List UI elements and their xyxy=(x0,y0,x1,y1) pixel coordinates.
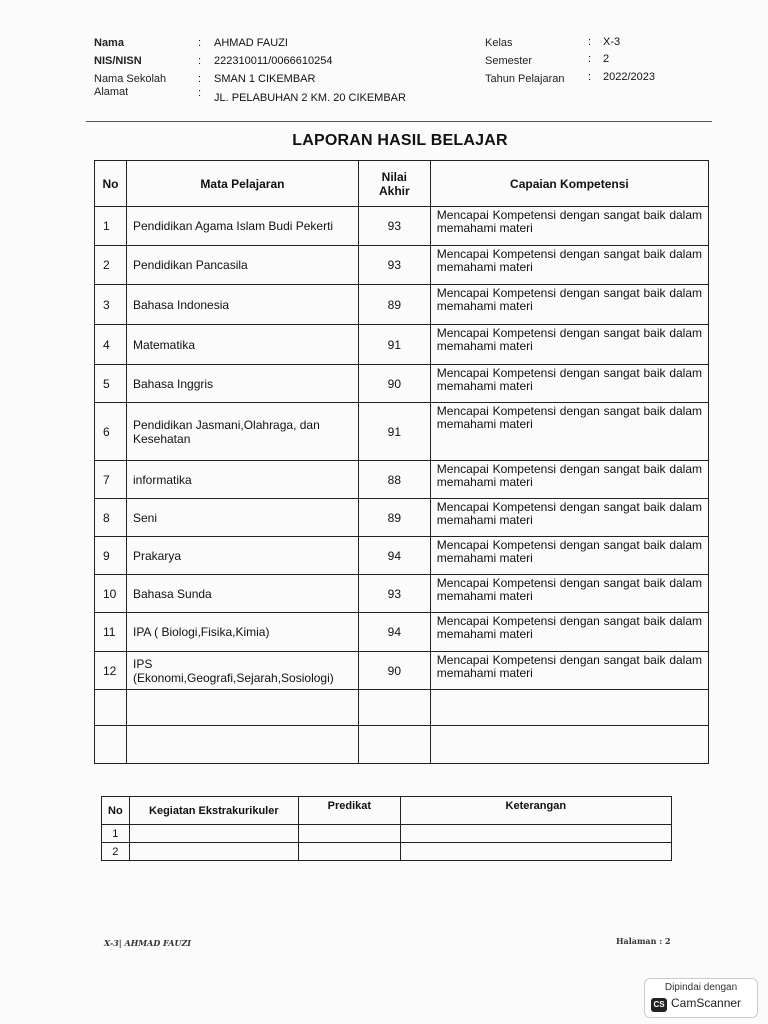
grade-subject: Pendidikan Jasmani,Olahraga, dan Kesehatan xyxy=(126,403,358,461)
grade-subject: Prakarya xyxy=(126,537,358,575)
grade-competency: Mencapai Kompetensi dengan sangat baik dalam memahami materi xyxy=(430,207,708,246)
grade-score: 94 xyxy=(358,537,430,575)
grade-row xyxy=(95,325,709,365)
label-sekolah: Nama Sekolah xyxy=(94,73,167,85)
header-score xyxy=(358,161,430,207)
scanner-subtitle: Dipindai dengan xyxy=(664,982,738,993)
extra-header-predicate: Predikat xyxy=(299,797,401,825)
grade-score: 91 xyxy=(358,403,430,461)
grade-subject: Bahasa Inggris xyxy=(126,365,358,403)
grade-score: 89 xyxy=(358,285,430,325)
grade-score: 93 xyxy=(358,575,430,613)
header-subject: Mata Pelajaran xyxy=(126,161,358,207)
footer-page-number: Halaman : 2 xyxy=(616,936,671,946)
grade-no: 11 xyxy=(95,613,127,652)
grade-subject: Pendidikan Pancasila xyxy=(126,246,358,285)
extracurricular-table xyxy=(101,796,672,861)
extracurricular-row xyxy=(102,843,672,861)
colon: : xyxy=(198,55,202,67)
grade-row xyxy=(95,403,709,461)
grade-no: 8 xyxy=(95,499,127,537)
colon: : xyxy=(588,36,592,48)
extra-row-predicate xyxy=(299,825,401,843)
class-value: X-3 xyxy=(603,36,621,48)
student-nis: 222310011/0066610254 xyxy=(214,55,333,67)
grade-subject: Bahasa Indonesia xyxy=(126,285,358,325)
label-alamat: Alamat xyxy=(94,86,129,98)
grade-score: 90 xyxy=(358,365,430,403)
colon: : xyxy=(588,53,592,65)
label-kelas: Kelas xyxy=(485,37,513,49)
grade-competency: Mencapai Kompetensi dengan sangat baik dalam memahami materi xyxy=(430,499,708,537)
colon: : xyxy=(588,71,592,83)
address: JL. PELABUHAN 2 KM. 20 CIKEMBAR xyxy=(214,92,406,104)
grade-no: 4 xyxy=(95,325,127,365)
colon: : xyxy=(198,73,202,85)
grade-score: 88 xyxy=(358,461,430,499)
empty-cell xyxy=(358,690,430,726)
grades-header-row xyxy=(95,161,709,207)
grade-no: 6 xyxy=(95,403,127,461)
grade-no: 9 xyxy=(95,537,127,575)
grade-subject: Matematika xyxy=(126,325,358,365)
grade-competency: Mencapai Kompetensi dengan sangat baik dalam memahami materi xyxy=(430,537,708,575)
grade-score: 89 xyxy=(358,499,430,537)
grade-row-empty xyxy=(95,726,709,764)
extra-header-no: No xyxy=(102,797,130,825)
grade-subject: Seni xyxy=(126,499,358,537)
extra-header-activity: Kegiatan Ekstrakurikuler xyxy=(129,797,298,825)
extra-row-no: 1 xyxy=(102,825,130,843)
grade-competency: Mencapai Kompetensi dengan sangat baik dalam memahami materi xyxy=(430,575,708,613)
grade-row xyxy=(95,285,709,325)
grade-score: 93 xyxy=(358,246,430,285)
header-no: No xyxy=(95,161,127,207)
header-score-line1: Nilai xyxy=(381,169,408,184)
grade-competency: Mencapai Kompetensi dengan sangat baik dalam memahami materi xyxy=(430,365,708,403)
grade-subject: IPS (Ekonomi,Geografi,Sejarah,Sosiologi) xyxy=(126,652,358,690)
extracurricular-row xyxy=(102,825,672,843)
extra-header-note: Keterangan xyxy=(400,797,671,825)
grade-competency: Mencapai Kompetensi dengan sangat baik dalam memahami materi xyxy=(430,652,708,690)
scanner-name: CamScanner xyxy=(671,996,742,1010)
empty-cell xyxy=(126,690,358,726)
extra-row-note xyxy=(400,843,671,861)
year-value: 2022/2023 xyxy=(603,71,655,83)
grade-row-empty xyxy=(95,690,709,726)
report-title: LAPORAN HASIL BELAJAR xyxy=(292,132,508,149)
grade-score: 91 xyxy=(358,325,430,365)
grade-subject: Pendidikan Agama Islam Budi Pekerti xyxy=(126,207,358,246)
grade-subject: IPA ( Biologi,Fisika,Kimia) xyxy=(126,613,358,652)
grade-row xyxy=(95,613,709,652)
grade-competency: Mencapai Kompetensi dengan sangat baik dalam memahami materi xyxy=(430,325,708,365)
grade-row xyxy=(95,365,709,403)
label-tahun: Tahun Pelajaran xyxy=(485,73,565,85)
grade-score: 94 xyxy=(358,613,430,652)
grade-no: 5 xyxy=(95,365,127,403)
camscanner-watermark xyxy=(644,978,758,1018)
grades-table xyxy=(94,160,709,764)
grade-no: 10 xyxy=(95,575,127,613)
grade-competency: Mencapai Kompetensi dengan sangat baik dalam memahami materi xyxy=(430,613,708,652)
label-nama: Nama xyxy=(94,37,124,49)
colon: : xyxy=(198,37,202,49)
empty-cell xyxy=(430,726,708,764)
camscanner-logo-icon: CS xyxy=(651,998,667,1012)
extra-row-no: 2 xyxy=(102,843,130,861)
grade-no: 3 xyxy=(95,285,127,325)
grade-competency: Mencapai Kompetensi dengan sangat baik dalam memahami materi xyxy=(430,461,708,499)
semester-value: 2 xyxy=(603,53,610,65)
grade-no: 1 xyxy=(95,207,127,246)
footer-class-name: X-3| AHMAD FAUZI xyxy=(104,938,192,948)
grade-row xyxy=(95,246,709,285)
label-nis: NIS/NISN xyxy=(94,55,142,67)
extra-row-activity xyxy=(129,843,298,861)
grade-subject: Bahasa Sunda xyxy=(126,575,358,613)
grade-subject: informatika xyxy=(126,461,358,499)
grade-row xyxy=(95,207,709,246)
school-name: SMAN 1 CIKEMBAR xyxy=(214,73,316,85)
grade-row xyxy=(95,461,709,499)
empty-cell xyxy=(95,690,127,726)
empty-cell xyxy=(358,726,430,764)
label-semester: Semester xyxy=(485,55,533,67)
grade-competency: Mencapai Kompetensi dengan sangat baik dalam memahami materi xyxy=(430,403,708,461)
extra-row-activity xyxy=(129,825,298,843)
student-name: AHMAD FAUZI xyxy=(214,37,288,49)
empty-cell xyxy=(95,726,127,764)
header-competency: Capaian Kompetensi xyxy=(430,161,708,207)
grade-no: 12 xyxy=(95,652,127,690)
extracurricular-header-row xyxy=(102,797,672,825)
grade-row xyxy=(95,537,709,575)
grade-no: 2 xyxy=(95,246,127,285)
grade-competency: Mencapai Kompetensi dengan sangat baik dalam memahami materi xyxy=(430,246,708,285)
grade-competency: Mencapai Kompetensi dengan sangat baik dalam memahami materi xyxy=(430,285,708,325)
extra-row-predicate xyxy=(299,843,401,861)
header-divider xyxy=(86,121,712,122)
header-score-line2: Akhir xyxy=(379,183,410,198)
grade-score: 90 xyxy=(358,652,430,690)
extra-row-note xyxy=(400,825,671,843)
grade-row xyxy=(95,652,709,690)
grade-row xyxy=(95,575,709,613)
grade-score: 93 xyxy=(358,207,430,246)
colon: : xyxy=(198,87,202,99)
empty-cell xyxy=(126,726,358,764)
grade-no: 7 xyxy=(95,461,127,499)
empty-cell xyxy=(430,690,708,726)
grade-row xyxy=(95,499,709,537)
